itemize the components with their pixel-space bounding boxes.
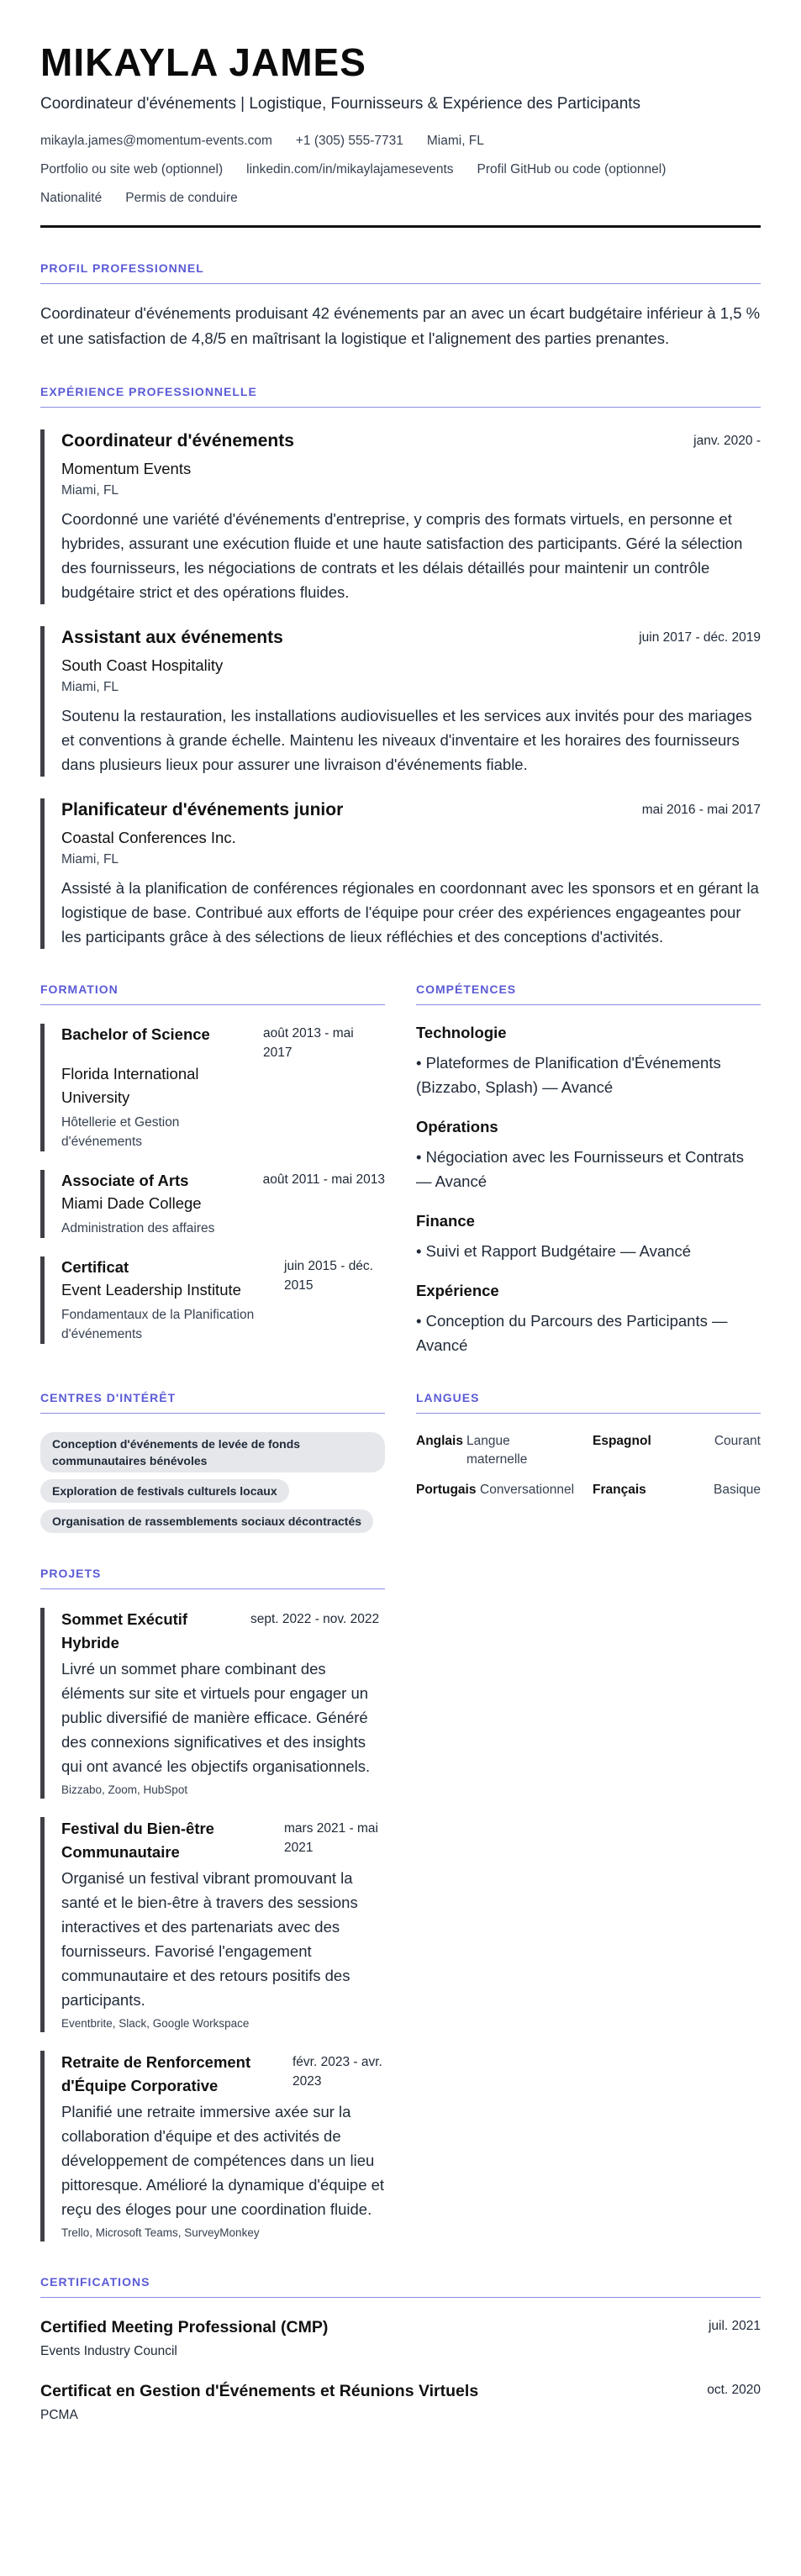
resume-header bbox=[40, 39, 761, 228]
education-skills-row bbox=[40, 982, 761, 1357]
skill-category: Technologie bbox=[416, 1024, 507, 1041]
education-section bbox=[40, 982, 385, 1357]
job-location: Miami, FL bbox=[61, 852, 119, 867]
skills-heading: COMPÉTENCES bbox=[416, 982, 761, 1005]
certification-date: oct. 2020 bbox=[707, 2383, 761, 2397]
experience-section bbox=[40, 385, 761, 949]
certifications-heading: CERTIFICATIONS bbox=[40, 2275, 761, 2298]
projects-heading: PROJETS bbox=[40, 1567, 385, 1589]
job-date: janv. 2020 - bbox=[693, 434, 761, 448]
language-level: Basique bbox=[713, 1483, 761, 1497]
education-field: Fondamentaux de la Planification d'événements bbox=[61, 1308, 255, 1341]
skill-group bbox=[416, 1280, 761, 1357]
project-title: Retraite de Renforcement d'Équipe Corporative bbox=[61, 2053, 251, 2094]
interest-chip: Exploration de festivals culturels locaux bbox=[40, 1479, 289, 1503]
driving-license-text: Permis de conduire bbox=[125, 191, 238, 205]
candidate-name: MIKAYLA JAMES bbox=[40, 40, 366, 84]
education-field: Administration des affaires bbox=[61, 1221, 215, 1235]
project-tools: Trello, Microsoft Teams, SurveyMonkey bbox=[61, 2226, 260, 2239]
language-level: Conversationnel bbox=[480, 1483, 575, 1497]
skill-group bbox=[416, 1022, 761, 1099]
skill-group bbox=[416, 1210, 761, 1263]
job-title: Assistant aux événements bbox=[61, 628, 283, 647]
certification-name: Certified Meeting Professional (CMP) bbox=[40, 2318, 329, 2336]
interest-chip: Organisation de rassemblements sociaux décontractés bbox=[40, 1509, 373, 1533]
languages-section bbox=[416, 1391, 761, 1533]
job-company: South Coast Hospitality bbox=[61, 656, 224, 674]
education-field: Hôtellerie et Gestion d'événements bbox=[61, 1115, 180, 1149]
project-description: Planifié une retraite immersive axée sur la collaboration d'équipe et des activités de développement de compétences dans un lieu pittoresque. Amélioré la dynamique d'équipe et reçu des éloges pour une coordination fluide. bbox=[61, 2103, 385, 2218]
job-location: Miami, FL bbox=[61, 680, 119, 694]
certification-issuer: PCMA bbox=[40, 2408, 78, 2422]
summary-heading: PROFIL PROFESSIONNEL bbox=[40, 261, 761, 284]
language-name: Portugais bbox=[416, 1483, 477, 1497]
summary-text: Coordinateur d'événements produisant 42 événements par an avec un écart budgétaire inférieur à 1,5 % et une satisfaction de 4,8/5 en maîtrisant la logistique et l'alignement des parties prenantes. bbox=[40, 304, 761, 347]
nationality-text: Nationalité bbox=[40, 191, 103, 205]
email-link[interactable]: mikayla.james@momentum-events.com bbox=[40, 134, 272, 148]
language-level: Langue maternelle bbox=[466, 1434, 528, 1467]
project-date: sept. 2022 - nov. 2022 bbox=[250, 1612, 380, 1626]
education-date: août 2011 - mai 2013 bbox=[262, 1172, 385, 1187]
education-school: Miami Dade College bbox=[61, 1194, 202, 1212]
education-heading: FORMATION bbox=[40, 982, 385, 1005]
education-school: Florida International University bbox=[61, 1065, 199, 1106]
education-entry bbox=[40, 1024, 385, 1151]
skill-group bbox=[416, 1116, 761, 1193]
project-date: févr. 2023 - avr. 2023 bbox=[292, 2055, 382, 2089]
job-date: juin 2017 - déc. 2019 bbox=[639, 630, 761, 645]
interests-section bbox=[40, 1391, 385, 1533]
portfolio-link[interactable]: Portfolio ou site web (optionnel) bbox=[40, 162, 224, 176]
project-entry bbox=[40, 2051, 385, 2241]
job-date: mai 2016 - mai 2017 bbox=[641, 803, 761, 817]
job-company: Coastal Conferences Inc. bbox=[61, 829, 236, 846]
project-title: Sommet Exécutif Hybride bbox=[61, 1610, 188, 1651]
education-date: juin 2015 - déc. 2015 bbox=[284, 1259, 373, 1293]
projects-section bbox=[40, 1567, 385, 2241]
job-description: Coordonné une variété d'événements d'entreprise, y compris des formats virtuels, en personne et hybrides, assurant une exécution fluide et une haute satisfaction des participants. Géré la sélection des fournisseurs, les négociations de contrats et les délais détaillés pour maintenir un contrôle budgétaire strict et des opérations fluides. bbox=[61, 510, 743, 601]
project-description: Organisé un festival vibrant promouvant la santé et le bien-être à travers des sessions interactives et des partenariats avec des fournisseurs. Favorisé l'engagement communautaire et des retours positifs des participants. bbox=[61, 1869, 358, 2009]
header-divider bbox=[40, 225, 761, 228]
certification-date: juil. 2021 bbox=[708, 2319, 761, 2333]
language-entry bbox=[593, 1432, 761, 1469]
skill-category: Finance bbox=[416, 1212, 475, 1230]
interest-chips bbox=[40, 1425, 385, 1533]
project-date: mars 2021 - mai 2021 bbox=[284, 1821, 378, 1855]
summary-section bbox=[40, 261, 761, 351]
interests-heading: CENTRES D'INTÉRÊT bbox=[40, 1391, 385, 1414]
skill-category: Opérations bbox=[416, 1118, 498, 1135]
contact-line-2 bbox=[40, 160, 761, 180]
certification-name: Certificat en Gestion d'Événements et Réunions Virtuels bbox=[40, 2382, 479, 2400]
languages-grid bbox=[416, 1432, 761, 1499]
skills-section bbox=[416, 982, 761, 1357]
candidate-headline: Coordinateur d'événements | Logistique, Fournisseurs & Expérience des Participants bbox=[40, 95, 641, 113]
project-title: Festival du Bien-être Communautaire bbox=[61, 1820, 214, 1861]
phone-text[interactable]: +1 (305) 555-7731 bbox=[295, 134, 403, 148]
education-degree: Associate of Arts bbox=[61, 1172, 189, 1189]
language-level: Courant bbox=[714, 1434, 761, 1448]
project-entry bbox=[40, 1817, 385, 2032]
linkedin-link[interactable]: linkedin.com/in/mikaylajamesevents bbox=[246, 162, 454, 176]
job-location: Miami, FL bbox=[61, 483, 119, 498]
language-entry bbox=[593, 1481, 761, 1499]
job-title: Coordinateur d'événements bbox=[61, 431, 294, 450]
education-degree: Certificat bbox=[61, 1258, 129, 1276]
skill-item: • Suivi et Rapport Budgétaire — Avancé bbox=[416, 1242, 691, 1260]
skill-item: • Plateformes de Planification d'Événements (Bizzabo, Splash) — Avancé bbox=[416, 1054, 721, 1096]
job-entry bbox=[40, 429, 761, 604]
interest-chip: Conception d'événements de levée de fonds communautaires bénévoles bbox=[40, 1432, 385, 1472]
job-description: Assisté à la planification de conférences régionales en coordonnant avec les sponsors et en gérant la logistique de base. Contribué aux efforts de l'équipe pour créer des expériences engageantes pour les participants grâce à des sélections de lieux réfléchies et des conceptions d'activités. bbox=[61, 879, 759, 946]
interests-languages-row bbox=[40, 1391, 761, 1533]
job-description: Soutenu la restauration, les installations audiovisuelles et les services aux invités pour des mariages et conventions à grande échelle. Maintenu les niveaux d'inventaire et les horaires des fournisseurs dans plusieurs lieux pour assurer une livraison d'événements fiable. bbox=[61, 707, 752, 773]
education-date: août 2013 - mai 2017 bbox=[263, 1026, 354, 1060]
experience-heading: EXPÉRIENCE PROFESSIONNELLE bbox=[40, 385, 761, 408]
certification-entry bbox=[40, 2380, 761, 2426]
education-degree: Bachelor of Science bbox=[61, 1025, 210, 1043]
language-entry bbox=[416, 1481, 584, 1499]
education-school: Event Leadership Institute bbox=[61, 1281, 241, 1299]
skill-category: Expérience bbox=[416, 1282, 499, 1299]
language-name: Français bbox=[593, 1483, 646, 1497]
skill-item: • Conception du Parcours des Participants — Avancé bbox=[416, 1312, 728, 1354]
skill-item: • Négociation avec les Fournisseurs et Contrats — Avancé bbox=[416, 1148, 745, 1190]
language-name: Anglais bbox=[416, 1434, 463, 1448]
contact-line-1 bbox=[40, 131, 761, 151]
certification-entry bbox=[40, 2316, 761, 2362]
job-entry bbox=[40, 626, 761, 777]
language-name: Espagnol bbox=[593, 1434, 651, 1448]
contact-line-3 bbox=[40, 188, 761, 208]
education-entry bbox=[40, 1256, 385, 1344]
job-company: Momentum Events bbox=[61, 460, 192, 477]
project-description: Livré un sommet phare combinant des éléments sur site et virtuels pour engager un public diversifié de manière efficace. Généré des connexions significatives et des insights qui ont avancé les objectifs organisationnels. bbox=[61, 1660, 371, 1775]
certifications-section bbox=[40, 2275, 761, 2426]
project-entry bbox=[40, 1608, 385, 1799]
job-entry bbox=[40, 798, 761, 949]
github-link[interactable]: Profil GitHub ou code (optionnel) bbox=[477, 162, 667, 176]
job-title: Planificateur d'événements junior bbox=[61, 800, 344, 819]
language-entry bbox=[416, 1432, 584, 1469]
location-text: Miami, FL bbox=[426, 134, 484, 148]
project-tools: Bizzabo, Zoom, HubSpot bbox=[61, 1783, 188, 1796]
education-entry bbox=[40, 1170, 385, 1238]
certification-issuer: Events Industry Council bbox=[40, 2344, 177, 2358]
project-tools: Eventbrite, Slack, Google Workspace bbox=[61, 2017, 250, 2030]
languages-heading: LANGUES bbox=[416, 1391, 761, 1414]
